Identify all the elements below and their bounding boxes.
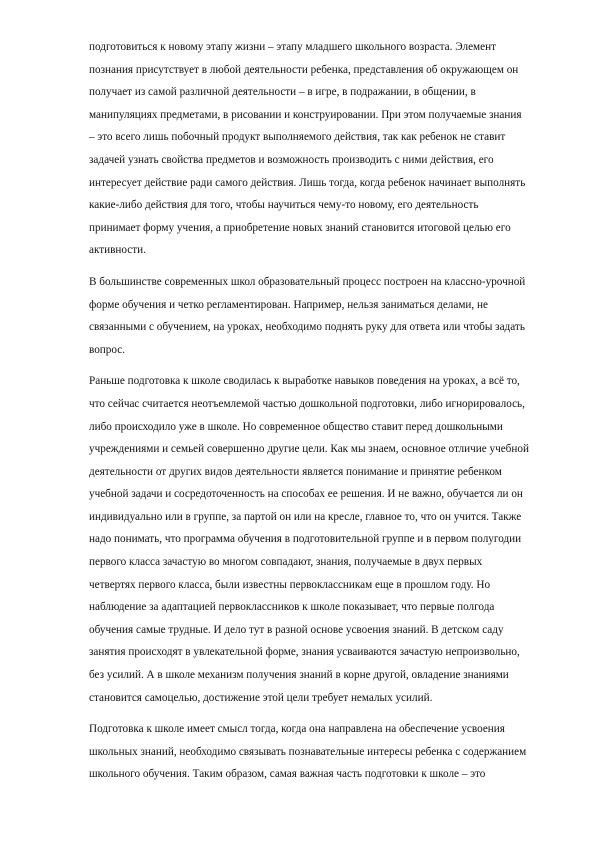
- text-line: без усилий. А в школе механизм получения знаний в корне другой, овладение знаниями: [89, 669, 509, 682]
- text-line: интересует действие ради самого действия. Лишь тогда, когда ребенок начинает выполнять: [89, 176, 526, 189]
- paragraph: [89, 36, 549, 262]
- text-line: становится самоцелью, достижение этой цели требует немалых усилий.: [89, 691, 433, 704]
- text-line: активности.: [89, 244, 146, 257]
- text-line: занятия происходят в увлекательной форме, знания усваиваются зачастую непроизвольно,: [89, 646, 520, 659]
- text-line: задачей узнать свойства предметов и возможность производить с ними действия, его: [89, 153, 494, 166]
- text-line: первого класса зачастую во многом совпадают, знания, получаемые в двух первых: [89, 556, 483, 569]
- text-line: деятельности от других видов деятельности является понимание и принятие ребенком: [89, 465, 502, 478]
- text-line: школьных знаний, необходимо связывать познавательные интересы ребенка с содержанием: [89, 745, 527, 758]
- text-line: четвертях первого класса, были известны первоклассникам еще в прошлом году. Но: [89, 578, 491, 591]
- text-line: связанными с обучением, на уроках, необходимо поднять руку для ответа или чтобы задать: [89, 321, 525, 334]
- paragraph: [89, 370, 549, 709]
- text-line: школьного обучения. Таким образом, самая важная часть подготовки к школе – это: [89, 768, 486, 781]
- text-line: Раньше подготовка к школе сводилась к выработке навыков поведения на уроках, а всё то,: [89, 375, 520, 388]
- text-line: надо понимать, что программа обучения в подготовительной группе и в первом полугодии: [89, 533, 522, 546]
- text-line: получает из самой различной деятельности – в игре, в подражании, в общении, в: [89, 86, 476, 99]
- text-line: учреждениями и семьей совершенно другие цели. Как мы знаем, основное отличие учебной: [89, 443, 529, 456]
- text-line: наблюдение за адаптацией первоклассников к школе показывает, что первые полгода: [89, 601, 495, 614]
- text-line: Подготовка к школе имеет смысл тогда, когда она направлена на обеспечение усвоения: [89, 723, 505, 736]
- text-line: познания присутствует в любой деятельности ребенка, представления об окружающем он: [89, 63, 519, 76]
- paragraph-spacing: [89, 262, 549, 271]
- document-body: [89, 36, 549, 786]
- text-line: какие-либо действия для того, чтобы научиться чему-то новому, его деятельность: [89, 199, 479, 212]
- paragraph-spacing: [89, 361, 549, 370]
- paragraph: [89, 718, 549, 786]
- text-line: индивидуально или в группе, за партой он или на кресле, главное то, что он учится. Также: [89, 510, 522, 523]
- text-line: что сейчас считается неотъемлемой частью дошкольной подготовки, либо игнорировалось,: [89, 397, 525, 410]
- text-line: либо происходило уже в школе. Но современное общество ставит перед дошкольными: [89, 420, 503, 433]
- text-line: обучения самые трудные. И дело тут в разной основе усвоения знаний. В детском саду: [89, 623, 504, 636]
- text-line: учебной задачи и сосредоточенность на способах ее решения. И не важно, обучается ли он: [89, 488, 523, 501]
- paragraph: [89, 271, 549, 361]
- text-line: форме обучения и четко регламентирован. Например, нельзя заниматься делами, не: [89, 298, 488, 311]
- text-line: манипуляциях предметами, в рисовании и конструировании. При этом получаемые знания: [89, 108, 522, 121]
- text-line: вопрос.: [89, 343, 126, 356]
- text-line: подготовиться к новому этапу жизни – этапу младшего школьного возраста. Элемент: [89, 41, 496, 53]
- text-line: принимает форму учения, а приобретение новых знаний становится итоговой целью его: [89, 221, 511, 234]
- text-line: В большинстве современных школ образовательный процесс построен на классно-урочной: [89, 275, 526, 288]
- text-line: – это всего лишь побочный продукт выполняемого действия, так как ребенок не ставит: [89, 131, 506, 144]
- paragraph-spacing: [89, 709, 549, 718]
